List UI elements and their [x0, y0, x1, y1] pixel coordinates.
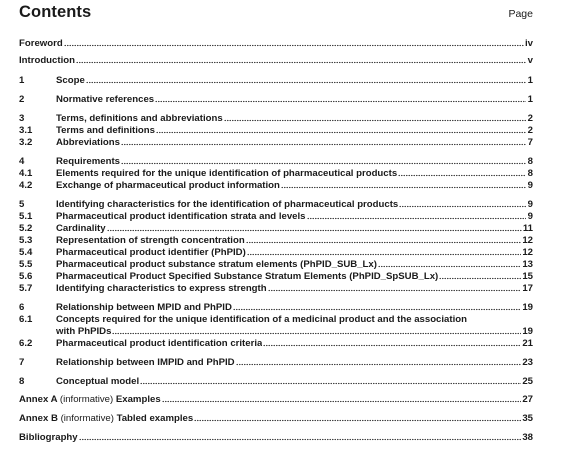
toc-entry-bibliography[interactable] [19, 431, 533, 444]
dot-leader [224, 119, 526, 122]
dot-leader [398, 174, 526, 177]
annex-title: Tabled examples [116, 413, 194, 424]
dot-leader [247, 253, 522, 256]
toc-entry-page: 1 [527, 94, 533, 105]
toc-entry-page: 23 [522, 357, 533, 368]
toc-entry-page: 35 [522, 413, 533, 424]
toc-entry-2[interactable] [19, 93, 533, 106]
toc-entry-number: 5.4 [19, 247, 33, 258]
annex-label: Annex A [19, 394, 58, 405]
toc-entry-number: 8 [19, 376, 25, 387]
toc-entry-page: 19 [522, 302, 533, 313]
toc-entry-title: Identifying characteristics to express strength [56, 283, 267, 294]
annex-label: Annex B [19, 413, 58, 424]
dot-leader [156, 131, 526, 134]
toc-entry-foreword[interactable] [19, 37, 533, 50]
toc-entry-number: 5.5 [19, 259, 33, 270]
toc-entry-title-continued: with PhPIDs [56, 326, 112, 337]
toc-entry-page: 1 [527, 75, 533, 86]
dot-leader [86, 81, 526, 84]
toc-entry-title: Conceptual model [56, 376, 140, 387]
dot-leader [268, 289, 522, 292]
dot-leader [112, 332, 521, 335]
toc-entry-number: 5.7 [19, 283, 33, 294]
toc-entry-page: 2 [527, 125, 533, 136]
toc-entry-title: Pharmaceutical product identifier (PhPID) [56, 247, 246, 258]
dot-leader [121, 143, 526, 146]
toc-entry-page: 12 [522, 235, 533, 246]
toc-entry-number: 5.6 [19, 271, 33, 282]
toc-entry-number: 4.2 [19, 180, 33, 191]
toc-entry-number: 5.1 [19, 211, 33, 222]
toc-entry-number: 4 [19, 156, 25, 167]
toc-entry-7[interactable] [19, 356, 533, 369]
toc-entry-page: 12 [522, 247, 533, 258]
toc-entry-title: Exchange of pharmaceutical product information [56, 180, 280, 191]
dot-leader [236, 363, 522, 366]
toc-entry-annex-a[interactable] [19, 393, 533, 406]
toc-entry-page: 15 [522, 271, 533, 282]
dot-leader [194, 419, 521, 422]
toc-entry-number: 6.1 [19, 314, 33, 325]
toc-entry-title: Requirements [56, 156, 120, 167]
toc-entry-5-7[interactable] [19, 282, 533, 295]
dot-leader [246, 241, 522, 244]
dot-leader [79, 438, 522, 441]
toc-entry-4-2[interactable] [19, 179, 533, 192]
toc-entry-title: Pharmaceutical product identification criteria [56, 338, 263, 349]
dot-leader [121, 162, 526, 165]
toc-entry-page: 27 [522, 394, 533, 405]
toc-entry-title [19, 412, 193, 425]
toc-entry-title: Relationship between IMPID and PhPID [56, 357, 235, 368]
toc-entry-page: 7 [527, 137, 533, 148]
toc-entry-title: Normative references [56, 94, 155, 105]
toc-entry-number: 3 [19, 113, 25, 124]
page-title: Contents [19, 3, 92, 21]
toc-entry-title: Concepts required for the unique identification of a medicinal product and the association [56, 314, 467, 325]
toc-entry-title: Identifying characteristics for the identification of pharmaceutical products [56, 199, 399, 210]
toc-entry-number: 5.2 [19, 223, 33, 234]
dot-leader [281, 186, 526, 189]
dot-leader [140, 382, 521, 385]
toc-entry-number: 7 [19, 357, 25, 368]
toc-entry-title: Pharmaceutical Product Specified Substance Stratum Elements (PhPID_SpSUB_Lx) [56, 271, 439, 282]
toc-entry-page: 2 [527, 113, 533, 124]
toc-entry-title: Pharmaceutical product identification strata and levels [56, 211, 306, 222]
toc-entry-number: 3.1 [19, 125, 33, 136]
toc-entry-title: Pharmaceutical product substance stratum elements (PhPID_SUB_Lx) [56, 259, 377, 270]
annex-note: (informative) [59, 394, 114, 405]
toc-entry-title: Cardinality [56, 223, 106, 234]
toc-entry-number: 3.2 [19, 137, 33, 148]
toc-entry-title: Bibliography [19, 432, 78, 443]
toc-entry-page: 21 [522, 338, 533, 349]
toc-entry-page: 9 [527, 180, 533, 191]
annex-note: (informative) [60, 413, 114, 424]
dot-leader [307, 217, 526, 220]
toc-entry-number: 1 [19, 75, 25, 86]
dot-leader [155, 100, 526, 103]
toc-entry-number: 4.1 [19, 168, 33, 179]
toc-entry-number: 2 [19, 94, 25, 105]
toc-entry-page: 9 [527, 199, 533, 210]
dot-leader [233, 308, 521, 311]
toc-entry-page: 13 [522, 259, 533, 270]
annex-title: Examples [115, 394, 161, 405]
toc-entry-page: v [527, 55, 533, 66]
toc-entry-title: Terms, definitions and abbreviations [56, 113, 223, 124]
toc-entry-number: 5.3 [19, 235, 33, 246]
dot-leader [399, 205, 526, 208]
toc-entry-title: Foreword [19, 38, 63, 49]
toc-entry-page: 38 [522, 432, 533, 443]
dot-leader [439, 277, 521, 280]
toc-entry-3-2[interactable] [19, 136, 533, 149]
toc-entry-number: 5 [19, 199, 25, 210]
dot-leader [378, 265, 521, 268]
dot-leader [64, 44, 524, 47]
dot-leader [162, 400, 522, 403]
toc-entry-number: 6.2 [19, 338, 33, 349]
page-column-label: Page [508, 8, 533, 20]
dot-leader [107, 229, 522, 232]
toc-entry-page: 17 [522, 283, 533, 294]
toc-entry-annex-b[interactable] [19, 412, 533, 425]
toc-entry-8[interactable] [19, 375, 533, 388]
toc-entry-title: Relationship between MPID and PhPID [56, 302, 232, 313]
toc-entry-page: 8 [527, 168, 533, 179]
toc-entry-1[interactable] [19, 74, 533, 87]
toc-entry-title: Introduction [19, 55, 75, 66]
toc-entry-page: 11 [522, 223, 533, 234]
dot-leader [263, 344, 521, 347]
toc-entry-number: 6 [19, 302, 25, 313]
toc-entry-page: 9 [527, 211, 533, 222]
toc-entry-title: Terms and definitions [56, 125, 155, 136]
toc-entry-title [19, 393, 161, 406]
toc-entry-page: 8 [527, 156, 533, 167]
toc-entry-6-2[interactable] [19, 337, 533, 350]
toc-entry-title: Representation of strength concentration [56, 235, 245, 246]
dot-leader [76, 61, 526, 64]
toc-entry-page: 25 [522, 376, 533, 387]
toc-entry-page: 19 [522, 326, 533, 337]
contents-header [19, 3, 533, 27]
toc-entry-title: Scope [56, 75, 85, 86]
toc-entry-page: iv [524, 38, 533, 49]
toc-entry-title: Elements required for the unique identification of pharmaceutical products [56, 168, 398, 179]
toc-entry-introduction[interactable] [19, 54, 533, 67]
toc-entry-title: Abbreviations [56, 137, 120, 148]
